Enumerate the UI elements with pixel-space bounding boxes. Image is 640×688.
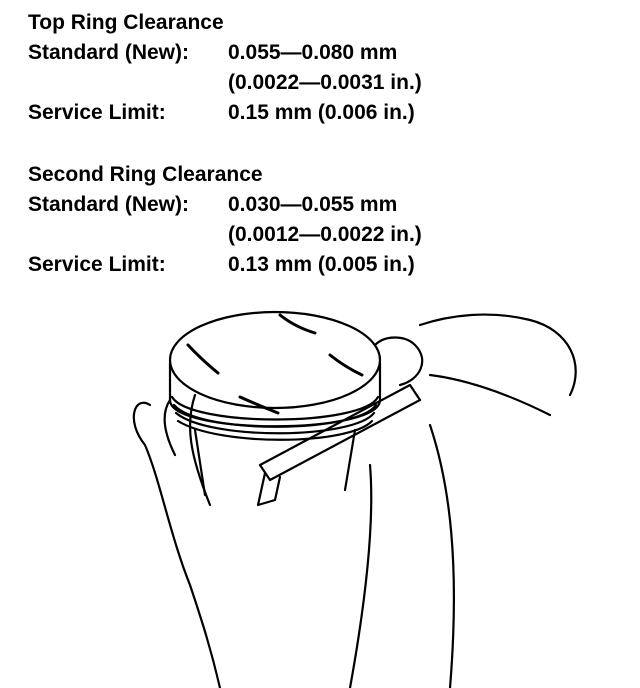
top-ring-standard-in: (0.0022—0.0031 in.) <box>228 71 422 94</box>
second-ring-spec <box>28 160 422 280</box>
top-ring-limit-row <box>28 98 422 128</box>
second-ring-standard-in-row <box>28 220 422 250</box>
top-ring-standard-label: Standard (New): <box>28 41 190 64</box>
top-ring-spec <box>28 8 422 128</box>
right-hand-icon <box>350 315 576 688</box>
top-ring-limit-value: 0.15 mm (0.006 in.) <box>228 101 415 124</box>
top-ring-limit-label: Service Limit: <box>28 101 166 124</box>
top-ring-standard-row <box>28 38 422 68</box>
second-ring-limit-label: Service Limit: <box>28 253 166 276</box>
top-ring-title: Top Ring Clearance <box>28 11 224 34</box>
second-ring-standard-in: (0.0012—0.0022 in.) <box>228 223 422 246</box>
left-hand-icon <box>134 395 220 688</box>
second-ring-standard-label: Standard (New): <box>28 193 190 216</box>
piston-icon <box>170 312 380 495</box>
piston-feeler-gauge-illustration <box>130 305 590 688</box>
top-ring-standard-mm: 0.055—0.080 mm <box>228 41 398 64</box>
second-ring-standard-mm: 0.030—0.055 mm <box>228 193 398 216</box>
second-ring-limit-value: 0.13 mm (0.005 in.) <box>228 253 415 276</box>
second-ring-limit-row <box>28 250 422 280</box>
second-ring-title: Second Ring Clearance <box>28 163 263 186</box>
second-ring-standard-row <box>28 190 422 220</box>
top-ring-standard-in-row <box>28 68 422 98</box>
